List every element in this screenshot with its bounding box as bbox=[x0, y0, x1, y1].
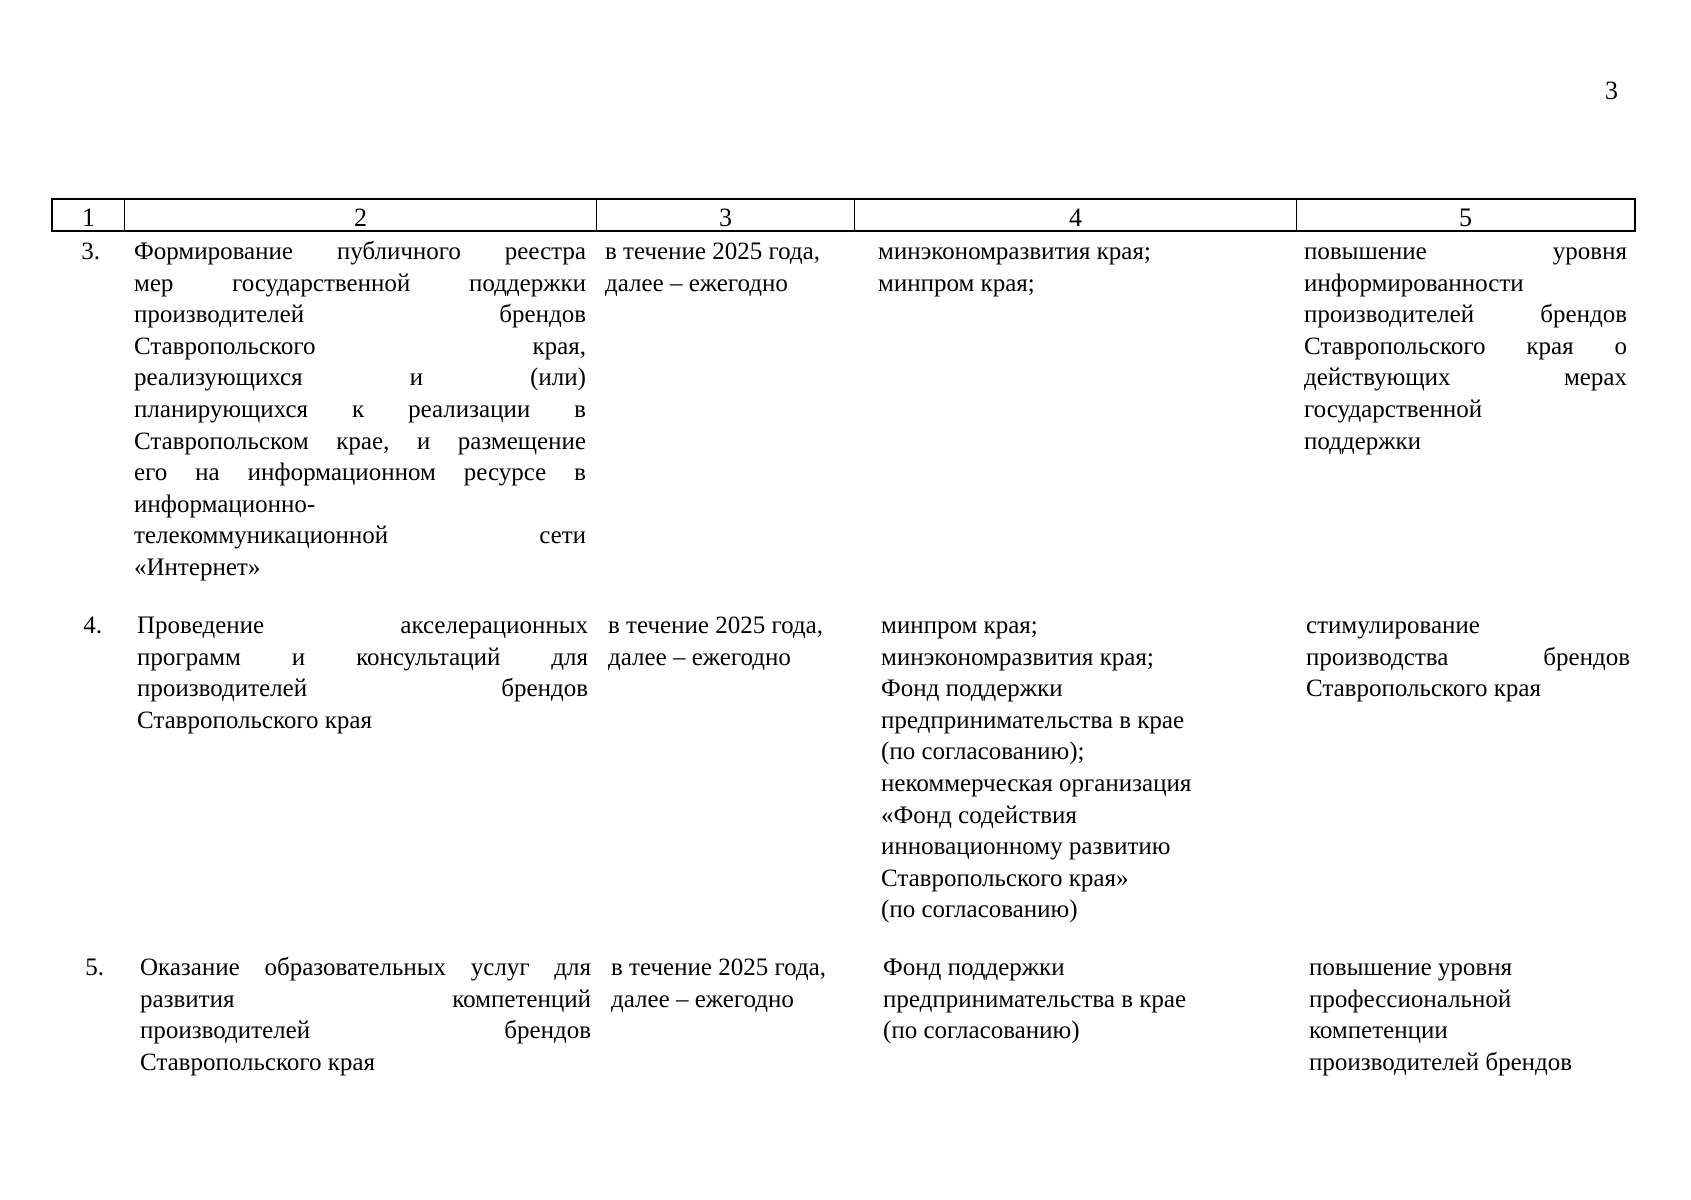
result-line: производителей брендов bbox=[1304, 301, 1627, 329]
measure-line: телекоммуникационной сети bbox=[134, 522, 586, 550]
measure-line: Формирование публичного реестра bbox=[134, 238, 586, 265]
result-line: государственной bbox=[1304, 395, 1483, 423]
result-line: повышение уровня bbox=[1309, 954, 1513, 981]
measure-line: Ставропольского края bbox=[140, 1048, 375, 1076]
row-number: 5. bbox=[85, 954, 104, 981]
row-number: 3. bbox=[81, 238, 100, 265]
column-header-1: 1 bbox=[53, 200, 125, 230]
page-number: 3 bbox=[1605, 76, 1618, 105]
measure-line: Оказание образовательных услуг для bbox=[140, 954, 591, 981]
measure-cell bbox=[134, 236, 586, 584]
column-header-4: 4 bbox=[855, 200, 1297, 230]
result-line: повышение уровня bbox=[1304, 238, 1627, 265]
measure-cell bbox=[140, 952, 591, 1078]
measure-line: мер государственной поддержки bbox=[134, 269, 586, 297]
executor-line: Фонд поддержки bbox=[881, 675, 1063, 703]
measure-line: информационно- bbox=[134, 490, 316, 518]
measure-line: Ставропольского края, bbox=[134, 332, 586, 360]
result-line: производства брендов bbox=[1306, 643, 1630, 671]
executor-line: (по согласованию) bbox=[883, 1017, 1080, 1045]
executor-line: Ставропольского края» bbox=[881, 864, 1129, 892]
measure-line: программ и консультаций для bbox=[137, 643, 588, 671]
executors-cell bbox=[881, 610, 1301, 926]
executor-line: минпром края; bbox=[881, 612, 1038, 639]
result-cell bbox=[1306, 610, 1630, 705]
measure-line: развития компетенций bbox=[140, 985, 591, 1013]
measure-line: планирующихся к реализации в bbox=[134, 395, 586, 423]
executor-line: (по согласованию) bbox=[881, 896, 1078, 924]
term-cell bbox=[605, 236, 860, 299]
result-cell bbox=[1304, 236, 1627, 457]
executor-line: некоммерческая организация bbox=[881, 769, 1192, 797]
table-header bbox=[51, 198, 1636, 232]
result-line: профессиональной bbox=[1309, 985, 1512, 1013]
measure-line: производителей брендов bbox=[140, 1017, 591, 1045]
row-number: 4. bbox=[83, 612, 102, 639]
executor-line: инновационному развитию bbox=[881, 833, 1171, 861]
executor-line: предпринимательства в крае bbox=[883, 985, 1187, 1013]
executor-line: Фонд поддержки bbox=[883, 954, 1065, 981]
executor-line: минэкономразвития края; bbox=[878, 238, 1151, 265]
result-line: Ставропольского края о bbox=[1304, 332, 1627, 360]
term-line: далее – ежегодно bbox=[611, 985, 794, 1013]
term-line: в течение 2025 года, bbox=[605, 238, 820, 265]
result-line: поддержки bbox=[1304, 427, 1421, 455]
column-header-5: 5 bbox=[1459, 203, 1472, 232]
term-line: в течение 2025 года, bbox=[611, 954, 826, 981]
column-header-2: 2 bbox=[125, 200, 597, 230]
measure-line: «Интернет» bbox=[134, 553, 261, 581]
term-line: далее – ежегодно bbox=[605, 269, 788, 297]
term-cell bbox=[611, 952, 866, 1015]
measure-line: реализующихся и (или) bbox=[134, 364, 586, 392]
term-line: далее – ежегодно bbox=[608, 643, 791, 671]
executors-cell bbox=[883, 952, 1303, 1047]
measure-cell bbox=[137, 610, 588, 736]
result-line: производителей брендов bbox=[1309, 1048, 1573, 1076]
measure-line: Ставропольском крае, и размещение bbox=[134, 427, 586, 455]
measure-line: Ставропольского края bbox=[137, 706, 372, 734]
result-line: информированности bbox=[1304, 269, 1524, 297]
result-line: действующих мерах bbox=[1304, 364, 1627, 392]
result-line: стимулирование bbox=[1306, 612, 1480, 639]
result-line: Ставропольского края bbox=[1306, 675, 1541, 703]
measure-line: его на информационном ресурсе в bbox=[134, 459, 586, 487]
term-line: в течение 2025 года, bbox=[608, 612, 823, 639]
result-line: компетенции bbox=[1309, 1017, 1448, 1045]
column-header-3: 3 bbox=[597, 200, 855, 230]
measure-line: производителей брендов bbox=[134, 301, 586, 329]
executor-line: предпринимательства в крае bbox=[881, 706, 1185, 734]
executors-cell bbox=[878, 236, 1298, 299]
result-cell bbox=[1309, 952, 1629, 1078]
term-cell bbox=[608, 610, 863, 673]
measure-line: Проведение акселерационных bbox=[137, 612, 588, 639]
executor-line: минпром края; bbox=[878, 269, 1035, 297]
executor-line: «Фонд содействия bbox=[881, 801, 1077, 829]
executor-line: минэкономразвития края; bbox=[881, 643, 1154, 671]
executor-line: (по согласованию); bbox=[881, 738, 1085, 766]
measure-line: производителей брендов bbox=[137, 675, 588, 703]
